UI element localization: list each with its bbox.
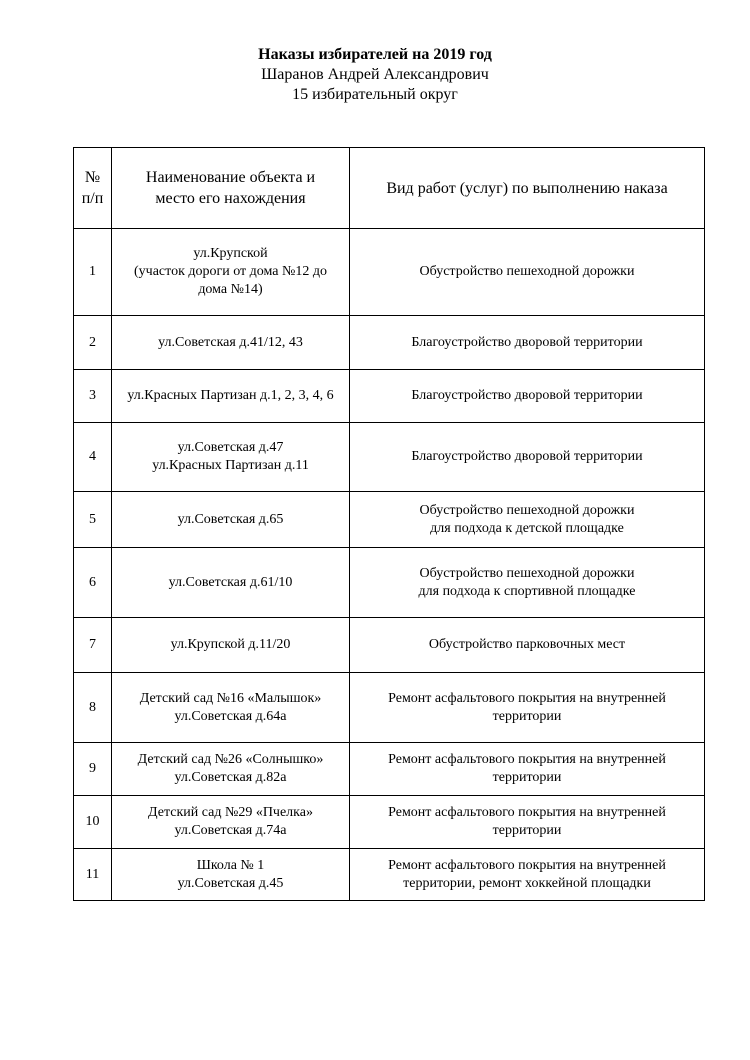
object-line: ул.Советская д.65 xyxy=(177,511,284,527)
object-line: ул.Советская д.74а xyxy=(174,823,287,838)
work-line: Ремонт асфальтового покрытия на внутренней xyxy=(388,690,666,706)
object-line: ул.Советская д.45 xyxy=(177,875,284,891)
document-header xyxy=(0,44,750,105)
row-num: 1 xyxy=(74,229,112,316)
row-object xyxy=(112,849,350,901)
row-work xyxy=(350,618,705,673)
work-line: Ремонт асфальтового покрытия на внутренней xyxy=(388,805,666,820)
work-line: Обустройство пешеходной дорожки xyxy=(419,565,635,581)
table-row xyxy=(74,229,705,316)
object-line: ул.Советская д.61/10 xyxy=(168,574,293,590)
row-work xyxy=(350,796,705,849)
header-work-line: Вид работ (услуг) по выполнению наказа xyxy=(386,179,668,197)
row-num: 9 xyxy=(74,743,112,796)
row-work xyxy=(350,370,705,423)
header-object-line: Наименование объекта и xyxy=(145,169,316,186)
work-line: Обустройство парковочных мест xyxy=(428,637,626,652)
header-num xyxy=(74,148,112,229)
row-work xyxy=(350,423,705,492)
header-work xyxy=(350,148,705,229)
row-object xyxy=(112,492,350,548)
work-line: для подхода к детской площадке xyxy=(430,520,624,536)
row-work xyxy=(350,316,705,370)
object-line: дома №14) xyxy=(198,282,263,297)
table-row xyxy=(74,673,705,743)
work-line: для подхода к спортивной площадке xyxy=(418,583,636,599)
header-object-line: место его нахождения xyxy=(155,190,306,207)
row-num: 6 xyxy=(74,548,112,618)
table-row xyxy=(74,618,705,673)
row-work xyxy=(350,492,705,548)
object-line: ул.Крупской xyxy=(193,246,268,261)
table-header-row xyxy=(74,148,705,229)
table-row xyxy=(74,492,705,548)
work-line: Ремонт асфальтового покрытия на внутренней xyxy=(388,752,666,767)
work-line: территории xyxy=(492,770,562,785)
row-num: 8 xyxy=(74,673,112,743)
deputy-name: Шаранов Андрей Александрович xyxy=(261,66,489,83)
object-line: ул.Красных Партизан д.11 xyxy=(152,458,309,473)
work-line: Благоустройство дворовой территории xyxy=(411,388,643,403)
header-object xyxy=(112,148,350,229)
work-line: территории xyxy=(492,823,562,838)
object-line: Школа № 1 xyxy=(196,857,265,873)
row-object xyxy=(112,618,350,673)
row-object xyxy=(112,548,350,618)
work-line: территории xyxy=(492,708,562,724)
work-line: Ремонт асфальтового покрытия на внутренней xyxy=(388,857,666,873)
row-num: 4 xyxy=(74,423,112,492)
object-line: ул.Красных Партизан д.1, 2, 3, 4, 6 xyxy=(127,388,334,403)
object-line: ул.Советская д.64а xyxy=(174,708,287,724)
table-row xyxy=(74,548,705,618)
work-line: Благоустройство дворовой территории xyxy=(411,334,643,350)
table-row xyxy=(74,849,705,901)
document-title: Наказы избирателей на 2019 год xyxy=(258,46,492,63)
object-line: ул.Советская д.47 xyxy=(177,440,284,455)
row-object xyxy=(112,423,350,492)
table-row xyxy=(74,796,705,849)
row-work xyxy=(350,548,705,618)
object-line: ул.Советская д.41/12, 43 xyxy=(158,334,303,350)
work-line: Благоустройство дворовой территории xyxy=(411,449,643,464)
row-object xyxy=(112,743,350,796)
object-line: (участок дороги от дома №12 до xyxy=(134,264,327,279)
row-work xyxy=(350,849,705,901)
work-line: территории, ремонт хоккейной площадки xyxy=(403,875,651,891)
object-line: ул.Крупской д.11/20 xyxy=(170,637,291,652)
row-num: 5 xyxy=(74,492,112,548)
header-num-line: п/п xyxy=(81,190,104,207)
row-num: 10 xyxy=(74,796,112,849)
object-line: Детский сад №26 «Солнышко» xyxy=(137,752,324,767)
work-line: Обустройство пешеходной дорожки xyxy=(419,264,635,279)
table-row xyxy=(74,743,705,796)
object-line: ул.Советская д.82а xyxy=(174,770,287,785)
table-row xyxy=(74,316,705,370)
orders-table xyxy=(73,147,705,901)
row-object xyxy=(112,316,350,370)
row-object xyxy=(112,796,350,849)
row-num: 7 xyxy=(74,618,112,673)
row-object xyxy=(112,229,350,316)
row-num: 3 xyxy=(74,370,112,423)
row-work xyxy=(350,229,705,316)
row-num: 2 xyxy=(74,316,112,370)
header-num-line: № xyxy=(84,169,101,186)
row-num: 11 xyxy=(74,849,112,901)
work-line: Обустройство пешеходной дорожки xyxy=(419,502,635,518)
district-name: 15 избирательный округ xyxy=(292,86,458,103)
row-object xyxy=(112,370,350,423)
object-line: Детский сад №29 «Пчелка» xyxy=(148,805,313,820)
row-object xyxy=(112,673,350,743)
object-line: Детский сад №16 «Малышок» xyxy=(139,690,322,706)
row-work xyxy=(350,673,705,743)
row-work xyxy=(350,743,705,796)
table-row xyxy=(74,370,705,423)
table-row xyxy=(74,423,705,492)
